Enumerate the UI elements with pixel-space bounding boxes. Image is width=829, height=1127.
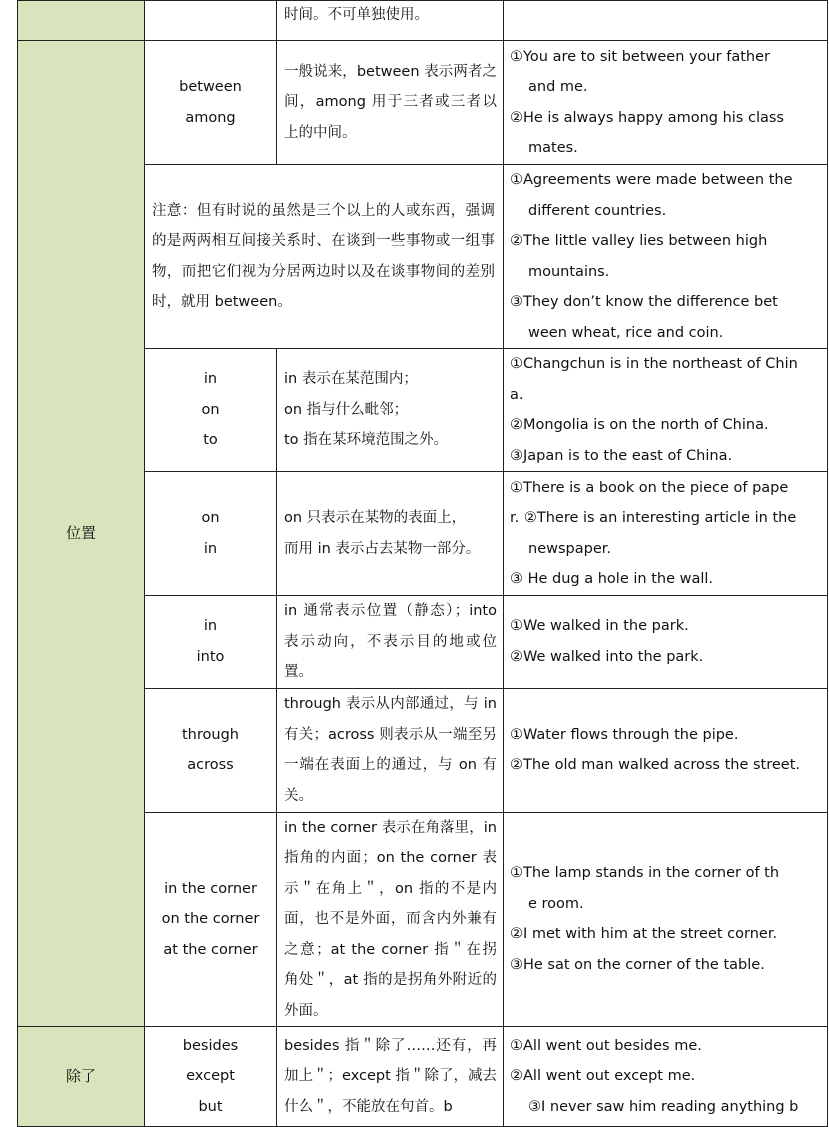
words-cell-empty bbox=[145, 1, 277, 41]
example-line: newspaper. bbox=[528, 540, 611, 557]
explanation-line: on 只表示在某物的表面上， bbox=[284, 510, 467, 526]
explanation-text: besides 指＂除了……还有，再加上＂；except 指＂除了，减去什么＂，不能放在句首。b bbox=[284, 1037, 497, 1115]
example-cell bbox=[504, 812, 828, 1027]
example-line: ③They don’t know the difference bet bbox=[510, 294, 778, 310]
example-line: mates. bbox=[528, 140, 578, 156]
prepositions-table bbox=[17, 0, 828, 1127]
explanation-cell bbox=[277, 41, 504, 165]
note-text: 注意：但有时说的虽然是三个以上的人或东西，强调的是两两相互间接关系时、在谈到一些事物或一组事物，而把它们视为分居两边时以及在谈事物间的差别时，就用 between。 bbox=[152, 202, 495, 310]
word: in bbox=[203, 540, 218, 557]
word: on bbox=[201, 510, 220, 526]
example-line: ①We walked in the park. bbox=[510, 618, 689, 635]
words-cell bbox=[145, 596, 277, 689]
example-line: ①There is a book on the piece of pape bbox=[510, 479, 789, 496]
example-line: ③I never saw him reading anything b bbox=[528, 1098, 799, 1115]
words-cell bbox=[145, 1027, 277, 1127]
example-line: and me. bbox=[528, 79, 588, 95]
word: except bbox=[186, 1068, 235, 1085]
example-cell bbox=[504, 688, 828, 812]
word: at the corner bbox=[163, 941, 258, 958]
example-line: ③Japan is to the east of China. bbox=[510, 447, 733, 464]
word: into bbox=[196, 648, 225, 665]
explanation-cell bbox=[277, 596, 504, 689]
table-row bbox=[18, 1027, 828, 1127]
words-cell bbox=[145, 812, 277, 1027]
explanation-text: in the corner 表示在角落里，in 指角的内面；on the corner 表示＂在角上＂，on 指的不是内面，也不是外面，而含内外兼有之意；at the corner 指＂在拐角处＂，at 指的是拐角外附近的外面。 bbox=[284, 819, 497, 1019]
example-line: ①Water flows through the pipe. bbox=[510, 726, 739, 743]
example-line: ①You are to sit between your father bbox=[510, 48, 770, 65]
explanation-text: in 通常表示位置（静态）；into 表示动向，不表示目的地或位置。 bbox=[284, 603, 497, 680]
example-line: e room. bbox=[528, 895, 584, 912]
explanation-line: 而用 in 表示占去某物一部分。 bbox=[284, 540, 481, 557]
example-cell bbox=[504, 1027, 828, 1127]
example-line: r. ②There is an interesting article in the bbox=[510, 510, 797, 526]
example-cell-empty bbox=[504, 1, 828, 41]
example-cell bbox=[504, 472, 828, 596]
example-line: ①All went out besides me. bbox=[510, 1037, 702, 1054]
category-label: 位置 bbox=[65, 524, 96, 543]
words-cell bbox=[145, 688, 277, 812]
explanation-cell bbox=[277, 812, 504, 1027]
explanation-cell bbox=[277, 472, 504, 596]
example-line: ③ He dug a hole in the wall. bbox=[510, 571, 714, 587]
word: to bbox=[203, 432, 218, 449]
category-cell-empty bbox=[18, 1, 145, 41]
category-position bbox=[18, 41, 145, 1027]
example-line: ①The lamp stands in the corner of th bbox=[510, 865, 780, 882]
word: in bbox=[203, 371, 218, 388]
word: in the corner bbox=[164, 880, 257, 897]
example-line: ②The old man walked across the street. bbox=[510, 757, 800, 773]
explanation-text: 一般说来，between 表示两者之间，among 用于三者或三者以上的中间。 bbox=[284, 63, 497, 141]
example-cell bbox=[504, 349, 828, 472]
explanation-line: to 指在某环境范围之外。 bbox=[284, 432, 449, 449]
explanation-cell bbox=[277, 1, 504, 41]
word: on bbox=[201, 401, 220, 418]
word: between bbox=[179, 79, 242, 95]
example-line: mountains. bbox=[528, 263, 610, 280]
example-line: ③He sat on the corner of the table. bbox=[510, 956, 765, 973]
example-line: ②We walked into the park. bbox=[510, 648, 704, 665]
explanation-text: 时间。不可单独使用。 bbox=[284, 7, 429, 23]
word: among bbox=[185, 109, 236, 126]
example-cell bbox=[504, 596, 828, 689]
explanation-line: on 指与什么毗邻； bbox=[284, 401, 409, 418]
category-label: 除了 bbox=[65, 1067, 96, 1086]
example-line: ②He is always happy among his class bbox=[510, 109, 784, 126]
example-line: ①Agreements were made between the bbox=[510, 172, 793, 188]
words-cell bbox=[145, 472, 277, 596]
example-line: different countries. bbox=[528, 202, 667, 219]
table-row bbox=[18, 41, 828, 165]
word: in bbox=[203, 618, 218, 635]
explanation-cell bbox=[277, 688, 504, 812]
example-line: ②I met with him at the street corner. bbox=[510, 926, 778, 943]
explanation-cell bbox=[277, 349, 504, 472]
example-line: a. bbox=[510, 386, 524, 403]
word: besides bbox=[182, 1037, 239, 1054]
example-cell bbox=[504, 165, 828, 349]
example-cell bbox=[504, 41, 828, 165]
note-cell bbox=[145, 165, 504, 349]
category-except bbox=[18, 1027, 145, 1127]
words-cell bbox=[145, 41, 277, 165]
explanation-cell bbox=[277, 1027, 504, 1127]
words-cell bbox=[145, 349, 277, 472]
word: through bbox=[182, 726, 239, 743]
example-line: ②All went out except me. bbox=[510, 1068, 696, 1085]
word: but bbox=[198, 1098, 223, 1115]
example-line: ②The little valley lies between high bbox=[510, 233, 768, 249]
explanation-line: in 表示在某范围内； bbox=[284, 371, 418, 388]
example-line: ①Changchun is in the northeast of Chin bbox=[510, 356, 798, 372]
example-line: ween wheat, rice and coin. bbox=[528, 324, 724, 341]
word: across bbox=[187, 757, 234, 773]
table-row bbox=[18, 1, 828, 41]
example-line: ②Mongolia is on the north of China. bbox=[510, 417, 769, 433]
explanation-text: through 表示从内部通过，与 in 有关；across 则表示从一端至另一端在表面上的通过，与 on 有关。 bbox=[284, 696, 497, 804]
word: on the corner bbox=[161, 911, 260, 927]
